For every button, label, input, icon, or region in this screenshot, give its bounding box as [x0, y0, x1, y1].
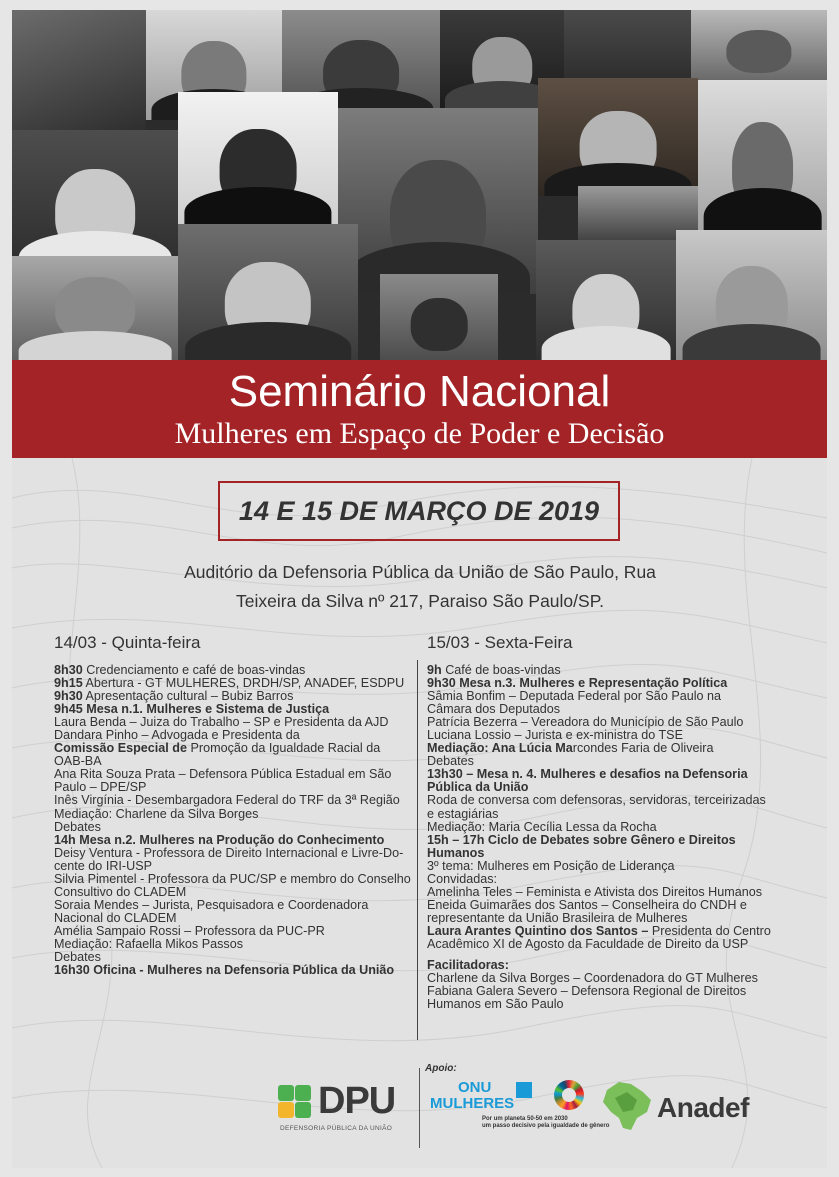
event-date: 14 E 15 DE MARÇO DE 2019: [218, 481, 620, 541]
program-line-text: Amélia Sampaio Rossi – Professora da PUC-PR: [54, 923, 325, 938]
event-venue: [120, 558, 720, 616]
program-line-text: OAB-BA: [54, 754, 102, 769]
program-line-text: Mediação: Maria Cecília Lessa da Rocha: [427, 819, 657, 834]
program-line-emphasis: 9h30 Mesa n.3. Mulheres e Representação Política: [427, 676, 728, 691]
program-line-emphasis: 15h – 17h Ciclo de Debates sobre Gênero e Direitos: [427, 832, 736, 847]
program-line-text: Eneida Guimarães dos Santos – Conselheira do CNDH e: [427, 897, 747, 912]
facilitator-line: Charlene da Silva Borges – Coordenadora do GT Mulheres: [427, 971, 758, 986]
program-line-emphasis: 14h Mesa n.2. Mulheres na Produção do Conhecimento: [54, 832, 385, 847]
portrait-photo: [12, 130, 178, 270]
sponsor-divider: [419, 1068, 420, 1148]
program-line-text: Câmara dos Deputados: [427, 702, 561, 717]
venue-line: Teixeira da Silva nº 217, Paraiso São Paulo/SP.: [236, 591, 604, 611]
program-line-text: cente do IRI-USP: [54, 858, 152, 873]
program-line-text: e estagiárias: [427, 806, 499, 821]
program-line-text: 3º tema: Mulheres em Posição de Liderança: [427, 858, 675, 873]
portrait-photo: [178, 224, 358, 360]
program-line-text: Consultivo do CLADEM: [54, 884, 187, 899]
program-line-text: Luciana Lossio – Jurista e ex-ministra do TSE: [427, 728, 683, 743]
program-line-text: rcondes Faria de Oliveira: [572, 741, 714, 756]
program-line-text: Roda de conversa com defensoras, servidoras, terceirizadas: [427, 793, 766, 808]
dpu-name: DPU: [318, 1080, 396, 1122]
dpu-mark-icon: [278, 1085, 312, 1119]
program-line-text: Silvia Pimentel - Professora da PUC/SP e membro do Conselho: [54, 871, 411, 886]
program-line-emphasis: 9h30: [54, 689, 83, 704]
program-line: [54, 742, 422, 755]
program-line-emphasis: 16h30 Oficina - Mulheres na Defensoria Pública da União: [54, 963, 395, 978]
program-line-emphasis: 9h45 Mesa n.1. Mulheres e Sistema de Justiça: [54, 702, 330, 717]
program-line: [54, 938, 422, 951]
portrait-photo: [12, 256, 178, 360]
program-line-emphasis: 8h30: [54, 663, 83, 677]
portrait-photo: [536, 240, 676, 360]
day1-heading: 14/03 - Quinta-feira: [54, 633, 201, 652]
program-line-emphasis: Comissão Especial de: [54, 741, 191, 756]
program-line-text: Patrícia Bezerra – Vereadora do Município de São Paulo: [427, 715, 744, 730]
facilitator-line: Humanos em São Paulo: [427, 997, 564, 1012]
program-line-text: Café de boas-vindas: [441, 663, 561, 677]
program-line-emphasis: Pública da União: [427, 780, 529, 795]
onu-mulheres-logo: [430, 1078, 610, 1138]
portrait-collage: [12, 10, 827, 360]
program-line-text: Mediação: Rafaella Mikos Passos: [54, 936, 243, 951]
dpu-fullname: DEFENSORIA PÚBLICA DA UNIÃO: [280, 1125, 393, 1132]
brazil-map-icon: [597, 1078, 655, 1134]
anadef-logo: [597, 1078, 772, 1138]
sdg-wheel-icon: [554, 1080, 584, 1110]
onu-tagline: Por um planeta 50-50 em 2030 um passo decisivo pela igualdade de gênero: [482, 1116, 610, 1129]
program-line-emphasis: 9h: [427, 663, 442, 677]
program-line-emphasis: Humanos: [427, 845, 485, 860]
program-line-text: Ana Rita Souza Prata – Defensora Pública Estadual em São: [54, 767, 392, 782]
program-line-text: Nacional do CLADEM: [54, 910, 177, 925]
portrait-photo: [698, 80, 827, 230]
program-line-text: Debates: [54, 819, 101, 834]
event-title: Seminário Nacional: [228, 367, 611, 416]
apoio-label: Apoio:: [425, 1063, 457, 1074]
program-line-text: Promoção da Igualdade Racial da: [190, 741, 381, 756]
program-line-text: Acadêmico XI de Agosto da Faculdade de Direito da USP: [427, 936, 749, 951]
program-line-text: Laura Benda – Juiza do Trabalho – SP e Presidenta da AJD: [54, 715, 389, 730]
program-line-text: Amelinha Teles – Feminista e Ativista dos Direitos Humanos: [427, 884, 763, 899]
onu-line1: ONU: [458, 1079, 492, 1096]
day2-heading: 15/03 - Sexta-Feira: [427, 633, 573, 652]
program-line-text: Soraia Mendes – Jurista, Pesquisadora e Coordenadora: [54, 897, 369, 912]
onu-line2: MULHERES: [430, 1095, 515, 1112]
dpu-logo: [278, 1080, 408, 1141]
program-line-text: Inês Virgínia - Desembargadora Federal do TRF da 3ª Região: [54, 793, 400, 808]
program-line: [54, 808, 422, 821]
program-line: [54, 964, 422, 977]
anadef-name: Anadef: [657, 1092, 749, 1123]
program-line-text: Sâmia Bonfim – Deputada Federal por São Paulo na: [427, 689, 722, 704]
program-line-text: Deisy Ventura - Professora de Direito Internacional e Livre-Do-: [54, 845, 404, 860]
program-line-emphasis: 13h30 – Mesa n. 4. Mulheres e desafios na Defensoria: [427, 767, 748, 782]
program-line-emphasis: 9h15: [54, 676, 83, 691]
portrait-photo: [380, 274, 498, 360]
program-line: [427, 938, 777, 951]
program-line-text: Presidenta do Centro: [648, 923, 771, 938]
title-banner: [12, 360, 827, 458]
program-line-text: Paulo – DPE/SP: [54, 780, 147, 795]
day2-program: [427, 664, 777, 951]
venue-line: Auditório da Defensoria Pública da União de São Paulo, Rua: [184, 562, 656, 582]
facilitators-heading: Facilitadoras:: [427, 958, 509, 973]
schedule-day2: [427, 632, 777, 1011]
program-line-emphasis: Laura Arantes Quintino dos Santos –: [427, 923, 649, 938]
program-line-text: Abertura - GT MULHERES, DRDH/SP, ANADEF, ESDPU: [82, 676, 405, 691]
program-line: [427, 742, 777, 755]
program-line-text: Dandara Pinho – Advogada e Presidenta da: [54, 728, 300, 743]
onu-emblem-icon: [516, 1082, 532, 1098]
program-line-text: Debates: [54, 950, 101, 965]
program-line-text: Convidadas:: [427, 871, 498, 886]
program-line-text: Debates: [427, 754, 474, 769]
program-line-text: representante da União Brasileira de Mulheres: [427, 910, 688, 925]
portrait-photo: [676, 230, 827, 360]
portrait-photo: [538, 78, 698, 196]
portrait-photo: [691, 10, 827, 80]
facilitators-list: [427, 972, 777, 1011]
day1-program: [54, 664, 422, 977]
program-line-text: Credenciamento e café de boas-vindas: [82, 663, 306, 677]
schedule-day1: [54, 632, 422, 977]
program-line-text: Apresentação cultural – Bubiz Barros: [82, 689, 294, 704]
portrait-photo: [178, 92, 338, 224]
event-subtitle: Mulheres em Espaço de Poder e Decisão: [174, 417, 665, 450]
portrait-photo: [12, 10, 146, 130]
portrait-photo: [338, 108, 538, 294]
column-divider: [417, 660, 418, 1040]
facilitator-line: Fabiana Galera Severo – Defensora Regional de Direitos: [427, 984, 747, 999]
program-line-emphasis: Mediação: Ana Lúcia Ma: [427, 741, 573, 756]
program-line-text: Mediação: Charlene da Silva Borges: [54, 806, 259, 821]
